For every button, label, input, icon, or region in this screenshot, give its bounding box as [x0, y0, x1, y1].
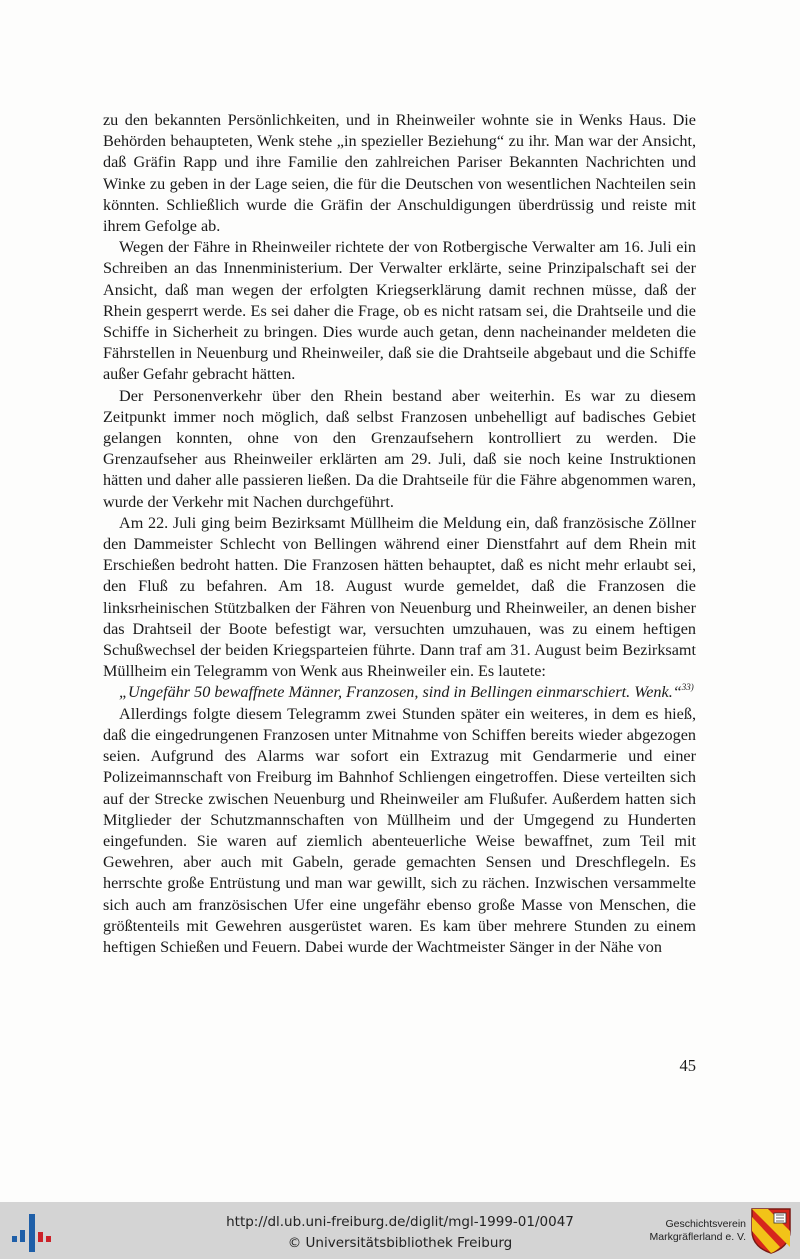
society-line-2: Markgräflerland e. V.	[649, 1230, 746, 1243]
footer-bar	[0, 1202, 800, 1259]
paragraph: Am 22. Juli ging beim Bezirksamt Müllheim die Meldung ein, daß französische Zöllner den Dammeister Schlecht von Bellingen während einer Dienstfahrt auf dem Rhein mit Erschießen bedroht hatten. Die Franzosen hätten behauptet, daß es nicht mehr erlaubt sei, den Fluß zu befahren. Am 18. August wurde gemeldet, daß die Franzosen die linksrheinischen Stützbalken der Fähren von Neuenburg und Rheinweiler, an denen bisher das Drahtseil der Boote befestigt war, versuchten umzuhauen, was zu einem heftigen Schußwechsel der beiden Kriegsparteien führte. Dann traf am 31. August beim Bezirksamt Müllheim ein Telegramm von Wenk aus Rheinweiler ein. Es lautete:	[103, 513, 696, 681]
paragraph: Allerdings folgte diesem Telegramm zwei Stunden später ein weiteres, in dem es hieß, daß die eingedrungenen Franzosen unter Mitnahme von Schiffen bereits wieder abgezogen seien. Aufgrund des Alarms war sofort ein Extrazug mit Gendarmerie und einer Polizeimannschaft von Freiburg im Bahnhof Schliengen eingetroffen. Diese verteilten sich auf der Strecke zwischen Neuenburg und Rheinweiler am Flußufer. Außerdem hatten sich Mitglieder der Schutzmannschaften von Müllheim und der Umgegend zu Hunderten eingefunden. Sie waren auf ziemlich abenteuerliche Weise bewaffnet, zum Teil mit Gewehren, aber auch mit Gabeln, gerade gemachten Sensen und Dreschflegeln. Es herrschte große Entrüstung und man war gewillt, sich zu rächen. Inzwischen versammelte sich auch am französischen Ufer eine ungefähr ebenso große Masse von Menschen, die größtenteils mit Gewehren ausgerüstet waren. Es kam über mehrere Stunden zu einem heftigen Schießen und Feuern. Dabei wurde der Wachtmeister Sänger in der Nähe von	[103, 704, 696, 956]
society-line-1: Geschichtsverein	[665, 1218, 746, 1230]
body-text	[103, 110, 696, 958]
telegram-quote	[103, 682, 696, 703]
page-number: 45	[679, 1056, 696, 1075]
paragraph: zu den bekannten Persönlichkeiten, und in Rheinweiler wohnte sie in Wenks Haus. Die Behörden behaupteten, Wenk stehe „in spezieller Beziehung“ zu ihr. Man war der Ansicht, daß Gräfin Rapp und ihre Familie den zahlreichen Pariser Bekannten Nachrichten und Winke zu geben in der Lage seien, die für die Deutschen von wesentlichen Nachteilen sein könnten. Schließlich wurde die Gräfin der Anschuldigungen überdrüssig und reiste mit ihrem Gefolge ab.	[103, 111, 696, 236]
ub-freiburg-logo-icon[interactable]	[10, 1210, 54, 1254]
paragraph: Wegen der Fähre in Rheinweiler richtete der von Rotbergische Verwalter am 16. Juli ein Schreiben an das Innenministerium. Der Verwalter erklärte, seine Prinzipalschaft sei der Ansicht, daß man wegen der erfolgten Kriegserklärung damit rechnen müsse, daß der Rhein gesperrt werde. Es sei daher die Frage, ob es nicht ratsam sei, die Drahtseile und die Schiffe in Sicherheit zu bringen. Dies wurde auch getan, denn nacheinander meldeten die Fährstellen in Neuenburg und Rheinweiler, daß sie die Drahtseile abgebaut und die Schiffe außer Gefahr gebracht hätten.	[103, 238, 696, 384]
quote-text: „Ungefähr 50 bewaffnete Männer, Franzosen, sind in Bellingen einmarschiert. Wenk.“	[119, 683, 682, 702]
footer-source	[180, 1212, 620, 1254]
copyright-text: © Universitätsbibliothek Freiburg	[287, 1235, 513, 1251]
source-url-link[interactable]: http://dl.ub.uni-freiburg.de/diglit/mgl-1999-01/0047	[226, 1214, 574, 1230]
paragraph: Der Personenverkehr über den Rhein bestand aber weiterhin. Es war zu diesem Zeitpunkt immer noch möglich, daß selbst Franzosen unbehelligt auf badisches Gebiet gelangen konnten, ohne von den Grenzaufsehern kontrolliert zu werden. Die Grenzaufseher aus Rheinweiler erklärten am 29. Juli, daß sie noch keine Instruktionen hätten und daher alle passieren ließen. Da die Drahtseile für die Fähre abgenommen waren, wurde der Verkehr mit Nachen durchgeführt.	[103, 386, 696, 511]
coat-of-arms-icon[interactable]	[750, 1207, 792, 1255]
society-name	[612, 1218, 746, 1243]
footnote-marker: 33)	[681, 682, 694, 693]
